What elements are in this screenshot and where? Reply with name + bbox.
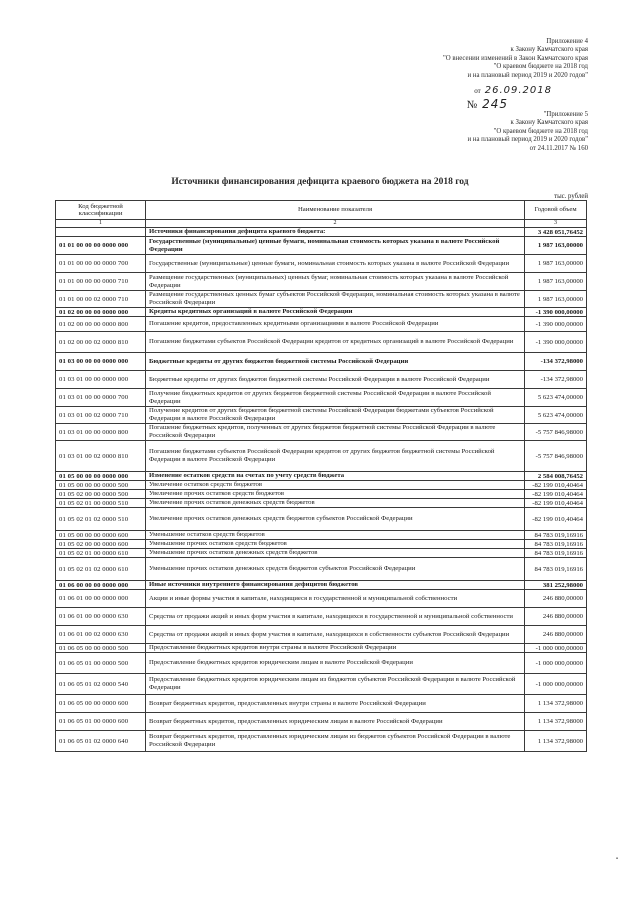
table-row	[56, 407, 587, 424]
indicator-name-cell: Погашение бюджетами субъектов Российской Федерации кредитов от других бюджетов бюджетной системы Российской Федерации в валюте Российской Федерации	[146, 441, 525, 472]
table-row	[56, 332, 587, 353]
column-number: 3	[525, 220, 587, 228]
indicator-name-cell: Бюджетные кредиты от других бюджетов бюджетной системы Российской Федерации в валюте Российской Федерации	[146, 371, 525, 389]
budget-code-cell: 01 06 05 01 02 0000 640	[56, 731, 146, 752]
indicator-name-cell: Уменьшение прочих остатков денежных средств бюджетов субъектов Российской Федерации	[146, 558, 525, 581]
budget-code-cell: 01 05 00 00 00 0000 600	[56, 531, 146, 540]
indicator-name-cell: Средства от продажи акций и иных форм участия в капитале, находящихся в собственности субъектов Российской Федерации	[146, 626, 525, 644]
budget-code-cell: 01 06 01 00 00 0000 630	[56, 608, 146, 626]
table-row	[56, 644, 587, 653]
indicator-name-cell: Размещение государственных ценных бумаг субъектов Российской Федерации, номинальная стоимость которых указана в валюте Российской Федерации	[146, 291, 525, 308]
table-row	[56, 508, 587, 531]
table-row	[56, 608, 587, 626]
table-row	[56, 713, 587, 731]
original-header-line: к Закону Камчатского края	[510, 119, 588, 127]
annual-amount-cell: -1 390 000,00000	[525, 308, 587, 317]
table-row	[56, 441, 587, 472]
table-row	[56, 317, 587, 332]
indicator-name-cell: Увеличение прочих остатков денежных средств бюджетов субъектов Российской Федерации	[146, 508, 525, 531]
appendix-header	[443, 38, 588, 80]
budget-code-cell: 01 06 05 01 00 0000 600	[56, 713, 146, 731]
table-row	[56, 237, 587, 255]
table-row	[56, 540, 587, 549]
indicator-name-cell: Изменение остатков средств на счетах по учету средств бюджета	[146, 472, 525, 481]
indicator-name-cell: Погашение бюджетных кредитов, полученных от других бюджетов бюджетной системы Российской Федерации в валюте Российской Федерации	[146, 424, 525, 441]
appendix-header-line: к Закону Камчатского края	[510, 46, 588, 54]
annual-amount-cell: 3 428 051,76452	[525, 228, 587, 237]
original-appendix-header	[467, 111, 588, 153]
table-row	[56, 291, 587, 308]
annual-amount-cell: 2 584 008,76452	[525, 472, 587, 481]
indicator-name-cell: Уменьшение остатков средств бюджетов	[146, 531, 525, 540]
column-number: 1	[56, 220, 146, 228]
budget-code-cell: 01 05 02 01 02 0000 610	[56, 558, 146, 581]
table-row	[56, 424, 587, 441]
annual-amount-cell: -134 372,98000	[525, 353, 587, 371]
budget-code-cell: 01 06 05 00 00 0000 600	[56, 695, 146, 713]
annual-amount-cell: 84 783 019,16916	[525, 558, 587, 581]
indicator-name-cell: Уменьшение прочих остатков средств бюджетов	[146, 540, 525, 549]
indicator-name-cell: Предоставление бюджетных кредитов юридическим лицам в валюте Российской Федерации	[146, 653, 525, 674]
indicator-name-cell: Средства от продажи акций и иных форм участия в капитале, находящихся в государственной и муниципальной собственности	[146, 608, 525, 626]
annual-amount-cell: 1 134 372,98000	[525, 731, 587, 752]
sources-table	[55, 200, 587, 752]
table-row	[56, 549, 587, 558]
table-row	[56, 353, 587, 371]
budget-code-cell: 01 02 00 00 00 0000 800	[56, 317, 146, 332]
budget-code-cell: 01 01 00 00 00 0000 700	[56, 255, 146, 273]
annual-amount-cell: -82 199 010,40464	[525, 508, 587, 531]
original-header-line: и на плановый период 2019 и 2020 годов"	[467, 136, 588, 144]
indicator-name-cell: Увеличение остатков средств бюджетов	[146, 481, 525, 490]
column-header-name: Наименование показателя	[146, 201, 525, 220]
annual-amount-cell: -1 000 000,00000	[525, 644, 587, 653]
indicator-name-cell: Возврат бюджетных кредитов, предоставленных юридическим лицам в валюте Российской Федерации	[146, 713, 525, 731]
annual-amount-cell: 5 623 474,00000	[525, 389, 587, 407]
table-row	[56, 308, 587, 317]
indicator-name-cell: Бюджетные кредиты от других бюджетов бюджетной системы Российской Федерации	[146, 353, 525, 371]
indicator-name-cell: Государственные (муниципальные) ценные бумаги, номинальная стоимость которых указана в валюте Российской Федерации	[146, 255, 525, 273]
appendix-header-line: "О краевом бюджете на 2018 год	[493, 63, 588, 71]
table-row	[56, 371, 587, 389]
column-number: 2	[146, 220, 525, 228]
document-title: Источники финансирования дефицита краевого бюджета на 2018 год	[171, 177, 469, 187]
budget-code-cell: 01 06 05 01 00 0000 500	[56, 653, 146, 674]
indicator-name-cell: Источники финансирования дефицита краевого бюджета:	[146, 228, 525, 237]
annual-amount-cell: -134 372,98000	[525, 371, 587, 389]
annual-amount-cell: 84 783 019,16916	[525, 549, 587, 558]
table-row	[56, 558, 587, 581]
budget-code-cell: 01 01 00 00 02 0000 710	[56, 291, 146, 308]
appendix-header-line: Приложение 4	[546, 38, 588, 45]
annual-amount-cell: 246 880,00000	[525, 608, 587, 626]
appendix-header-line: и на плановый период 2019 и 2020 годов"	[467, 71, 588, 79]
table-row	[56, 626, 587, 644]
column-header-code: Код бюджетной классификации	[56, 201, 146, 220]
table-row	[56, 674, 587, 695]
indicator-name-cell: Кредиты кредитных организаций в валюте Российской Федерации	[146, 308, 525, 317]
annual-amount-cell: 246 880,00000	[525, 626, 587, 644]
table-row	[56, 653, 587, 674]
number-prefix: №	[466, 99, 479, 111]
table-row	[56, 531, 587, 540]
table-row	[56, 731, 587, 752]
date-prefix: от	[474, 87, 481, 95]
annual-amount-cell: 1 987 163,00000	[525, 237, 587, 255]
handwritten-date	[474, 85, 552, 96]
budget-code-cell: 01 02 00 00 00 0000 000	[56, 308, 146, 317]
annual-amount-cell: -82 199 010,40464	[525, 490, 587, 499]
annual-amount-cell: 1 987 163,00000	[525, 255, 587, 273]
table-row	[56, 255, 587, 273]
annual-amount-cell: -5 757 846,98000	[525, 424, 587, 441]
original-header-line: "Приложение 5	[543, 111, 588, 118]
budget-code-cell: 01 01 00 00 00 0000 710	[56, 273, 146, 291]
handwritten-number	[467, 97, 508, 111]
units-label: тыс. рублей	[554, 193, 588, 200]
budget-code-cell: 01 03 01 00 00 0000 000	[56, 371, 146, 389]
indicator-name-cell: Государственные (муниципальные) ценные бумаги, номинальная стоимость которых указана в валюте Российской Федерации	[146, 237, 525, 255]
indicator-name-cell: Возврат бюджетных кредитов, предоставленных внутри страны в валюте Российской Федерации	[146, 695, 525, 713]
column-header-amount: Годовой объем	[525, 201, 587, 220]
indicator-name-cell: Увеличение прочих остатков средств бюджетов	[146, 490, 525, 499]
table-body	[56, 228, 587, 752]
indicator-name-cell: Увеличение прочих остатков денежных средств бюджетов	[146, 499, 525, 508]
indicator-name-cell: Акции и иные формы участия в капитале, находящиеся в государственной и муниципальной собственности	[146, 590, 525, 608]
budget-code-cell: 01 05 00 00 00 0000 000	[56, 472, 146, 481]
budget-code-cell: 01 03 01 00 02 0000 810	[56, 441, 146, 472]
table-row	[56, 389, 587, 407]
budget-code-cell	[56, 228, 146, 237]
indicator-name-cell: Размещение государственных (муниципальных) ценных бумаг, номинальная стоимость которых указана в валюте Российской Федерации	[146, 273, 525, 291]
budget-code-cell: 01 05 02 01 00 0000 610	[56, 549, 146, 558]
table-header-row	[56, 201, 587, 220]
annual-amount-cell: 1 987 163,00000	[525, 291, 587, 308]
table-row	[56, 481, 587, 490]
annual-amount-cell: -1 000 000,00000	[525, 674, 587, 695]
annual-amount-cell: 5 623 474,00000	[525, 407, 587, 424]
date-value: 26.09.2018	[484, 85, 552, 96]
indicator-name-cell: Предоставление бюджетных кредитов внутри страны в валюте Российской Федерации	[146, 644, 525, 653]
indicator-name-cell: Иные источники внутреннего финансирования дефицитов бюджетов	[146, 581, 525, 590]
page-edge-mark: ▪	[615, 856, 618, 862]
table-row	[56, 273, 587, 291]
budget-code-cell: 01 06 01 00 00 0000 000	[56, 590, 146, 608]
budget-code-cell: 01 06 05 01 02 0000 540	[56, 674, 146, 695]
annual-amount-cell: 84 783 019,16916	[525, 540, 587, 549]
annual-amount-cell: 1 134 372,98000	[525, 695, 587, 713]
indicator-name-cell: Возврат бюджетных кредитов, предоставленных юридическим лицам из бюджетов субъектов Российской Федерации в валюте Российской Федерации	[146, 731, 525, 752]
budget-code-cell: 01 05 02 01 02 0000 510	[56, 508, 146, 531]
table-row	[56, 490, 587, 499]
indicator-name-cell: Предоставление бюджетных кредитов юридическим лицам из бюджетов субъектов Российской Федерации в валюте Российской Федерации	[146, 674, 525, 695]
table-row	[56, 499, 587, 508]
table-row	[56, 472, 587, 481]
annual-amount-cell: 246 880,00000	[525, 590, 587, 608]
number-value: 245	[482, 97, 508, 111]
indicator-name-cell: Получение бюджетных кредитов от других бюджетов бюджетной системы Российской Федерации в валюте Российской Федерации	[146, 389, 525, 407]
budget-code-cell: 01 01 00 00 00 0000 000	[56, 237, 146, 255]
original-header-line: "О краевом бюджете на 2018 год	[493, 127, 588, 135]
budget-code-cell: 01 05 02 01 00 0000 510	[56, 499, 146, 508]
annual-amount-cell: -82 199 010,40464	[525, 499, 587, 508]
budget-code-cell: 01 03 01 00 02 0000 710	[56, 407, 146, 424]
table-row	[56, 590, 587, 608]
column-number-row	[56, 220, 587, 228]
annual-amount-cell: -5 757 846,98000	[525, 441, 587, 472]
appendix-header-line: "О внесении изменений в Закон Камчатского края	[443, 54, 588, 62]
budget-code-cell: 01 02 00 00 02 0000 810	[56, 332, 146, 353]
budget-code-cell: 01 03 01 00 00 0000 700	[56, 389, 146, 407]
table-row	[56, 228, 587, 237]
budget-code-cell: 01 05 02 00 00 0000 500	[56, 490, 146, 499]
budget-code-cell: 01 05 02 00 00 0000 600	[56, 540, 146, 549]
indicator-name-cell: Уменьшение прочих остатков денежных средств бюджетов	[146, 549, 525, 558]
annual-amount-cell: -1 000 000,00000	[525, 653, 587, 674]
annual-amount-cell: 84 783 019,16916	[525, 531, 587, 540]
budget-code-cell: 01 03 01 00 00 0000 800	[56, 424, 146, 441]
table-row	[56, 581, 587, 590]
original-header-line: от 24.11.2017 № 160	[529, 144, 588, 152]
annual-amount-cell: 1 134 372,98000	[525, 713, 587, 731]
budget-code-cell: 01 06 05 00 00 0000 500	[56, 644, 146, 653]
indicator-name-cell: Погашение бюджетами субъектов Российской Федерации кредитов от кредитных организаций в валюте Российской Федерации	[146, 332, 525, 353]
indicator-name-cell: Получение кредитов от других бюджетов бюджетной системы Российской Федерации бюджетами субъектов Российской Федерации в валюте Российской Федерации	[146, 407, 525, 424]
annual-amount-cell: 381 252,98000	[525, 581, 587, 590]
budget-code-cell: 01 06 01 00 02 0000 630	[56, 626, 146, 644]
annual-amount-cell: 1 987 163,00000	[525, 273, 587, 291]
budget-code-cell: 01 05 00 00 00 0000 500	[56, 481, 146, 490]
budget-code-cell: 01 03 00 00 00 0000 000	[56, 353, 146, 371]
annual-amount-cell: -1 390 000,00000	[525, 317, 587, 332]
indicator-name-cell: Погашение кредитов, предоставленных кредитными организациями в валюте Российской Федерации	[146, 317, 525, 332]
annual-amount-cell: -82 199 010,40464	[525, 481, 587, 490]
table-row	[56, 695, 587, 713]
budget-code-cell: 01 06 00 00 00 0000 000	[56, 581, 146, 590]
annual-amount-cell: -1 390 000,00000	[525, 332, 587, 353]
